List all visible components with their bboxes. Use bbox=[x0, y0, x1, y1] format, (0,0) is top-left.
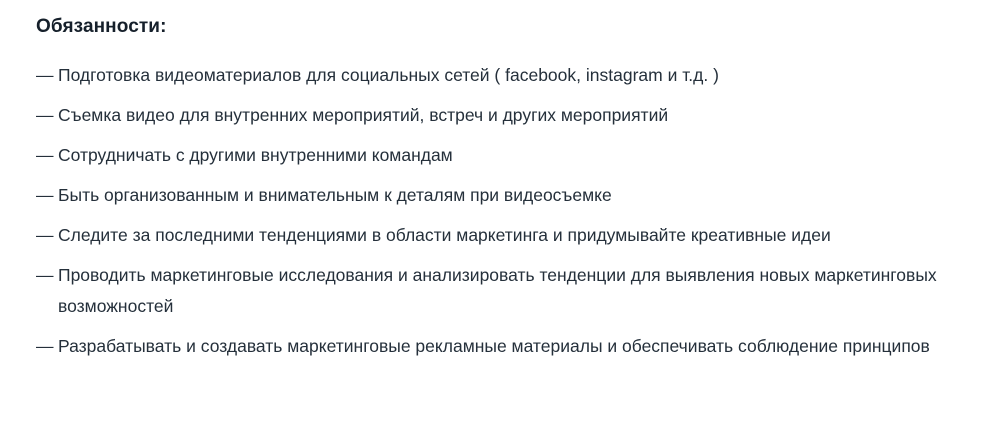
list-item bbox=[36, 140, 958, 171]
list-item-text: Подготовка видеоматериалов для социальных сетей ( facebook, instagram и т.д. ) bbox=[58, 65, 719, 85]
dash-bullet-icon: — bbox=[36, 336, 54, 356]
list-item bbox=[36, 180, 958, 211]
list-item-text: Проводить маркетинговые исследования и анализировать тенденции для выявления новых маркетинговых возможностей bbox=[58, 265, 937, 316]
list-item bbox=[36, 100, 958, 131]
list-item bbox=[36, 220, 958, 251]
list-item bbox=[36, 260, 958, 322]
page-title: Обязанности: bbox=[36, 16, 167, 37]
dash-bullet-icon: — bbox=[36, 265, 54, 285]
dash-bullet-icon: — bbox=[36, 185, 54, 205]
dash-bullet-icon: — bbox=[36, 225, 54, 245]
dash-bullet-icon: — bbox=[36, 145, 54, 165]
list-item-text: Сотрудничать с другими внутренними командам bbox=[58, 145, 453, 165]
list-item-text: Быть организованным и внимательным к деталям при видеосъемке bbox=[58, 185, 612, 205]
list-item bbox=[36, 331, 958, 362]
list-item-text: Разрабатывать и создавать маркетинговые рекламные материалы и обеспечивать соблюдение принципов bbox=[58, 336, 930, 356]
list-item bbox=[36, 60, 958, 91]
list-item-text: Следите за последними тенденциями в области маркетинга и придумывайте креативные идеи bbox=[58, 225, 831, 245]
dash-bullet-icon: — bbox=[36, 65, 54, 85]
responsibilities-list bbox=[36, 60, 958, 362]
list-item-text: Съемка видео для внутренних мероприятий, встреч и других мероприятий bbox=[58, 105, 669, 125]
dash-bullet-icon: — bbox=[36, 105, 54, 125]
